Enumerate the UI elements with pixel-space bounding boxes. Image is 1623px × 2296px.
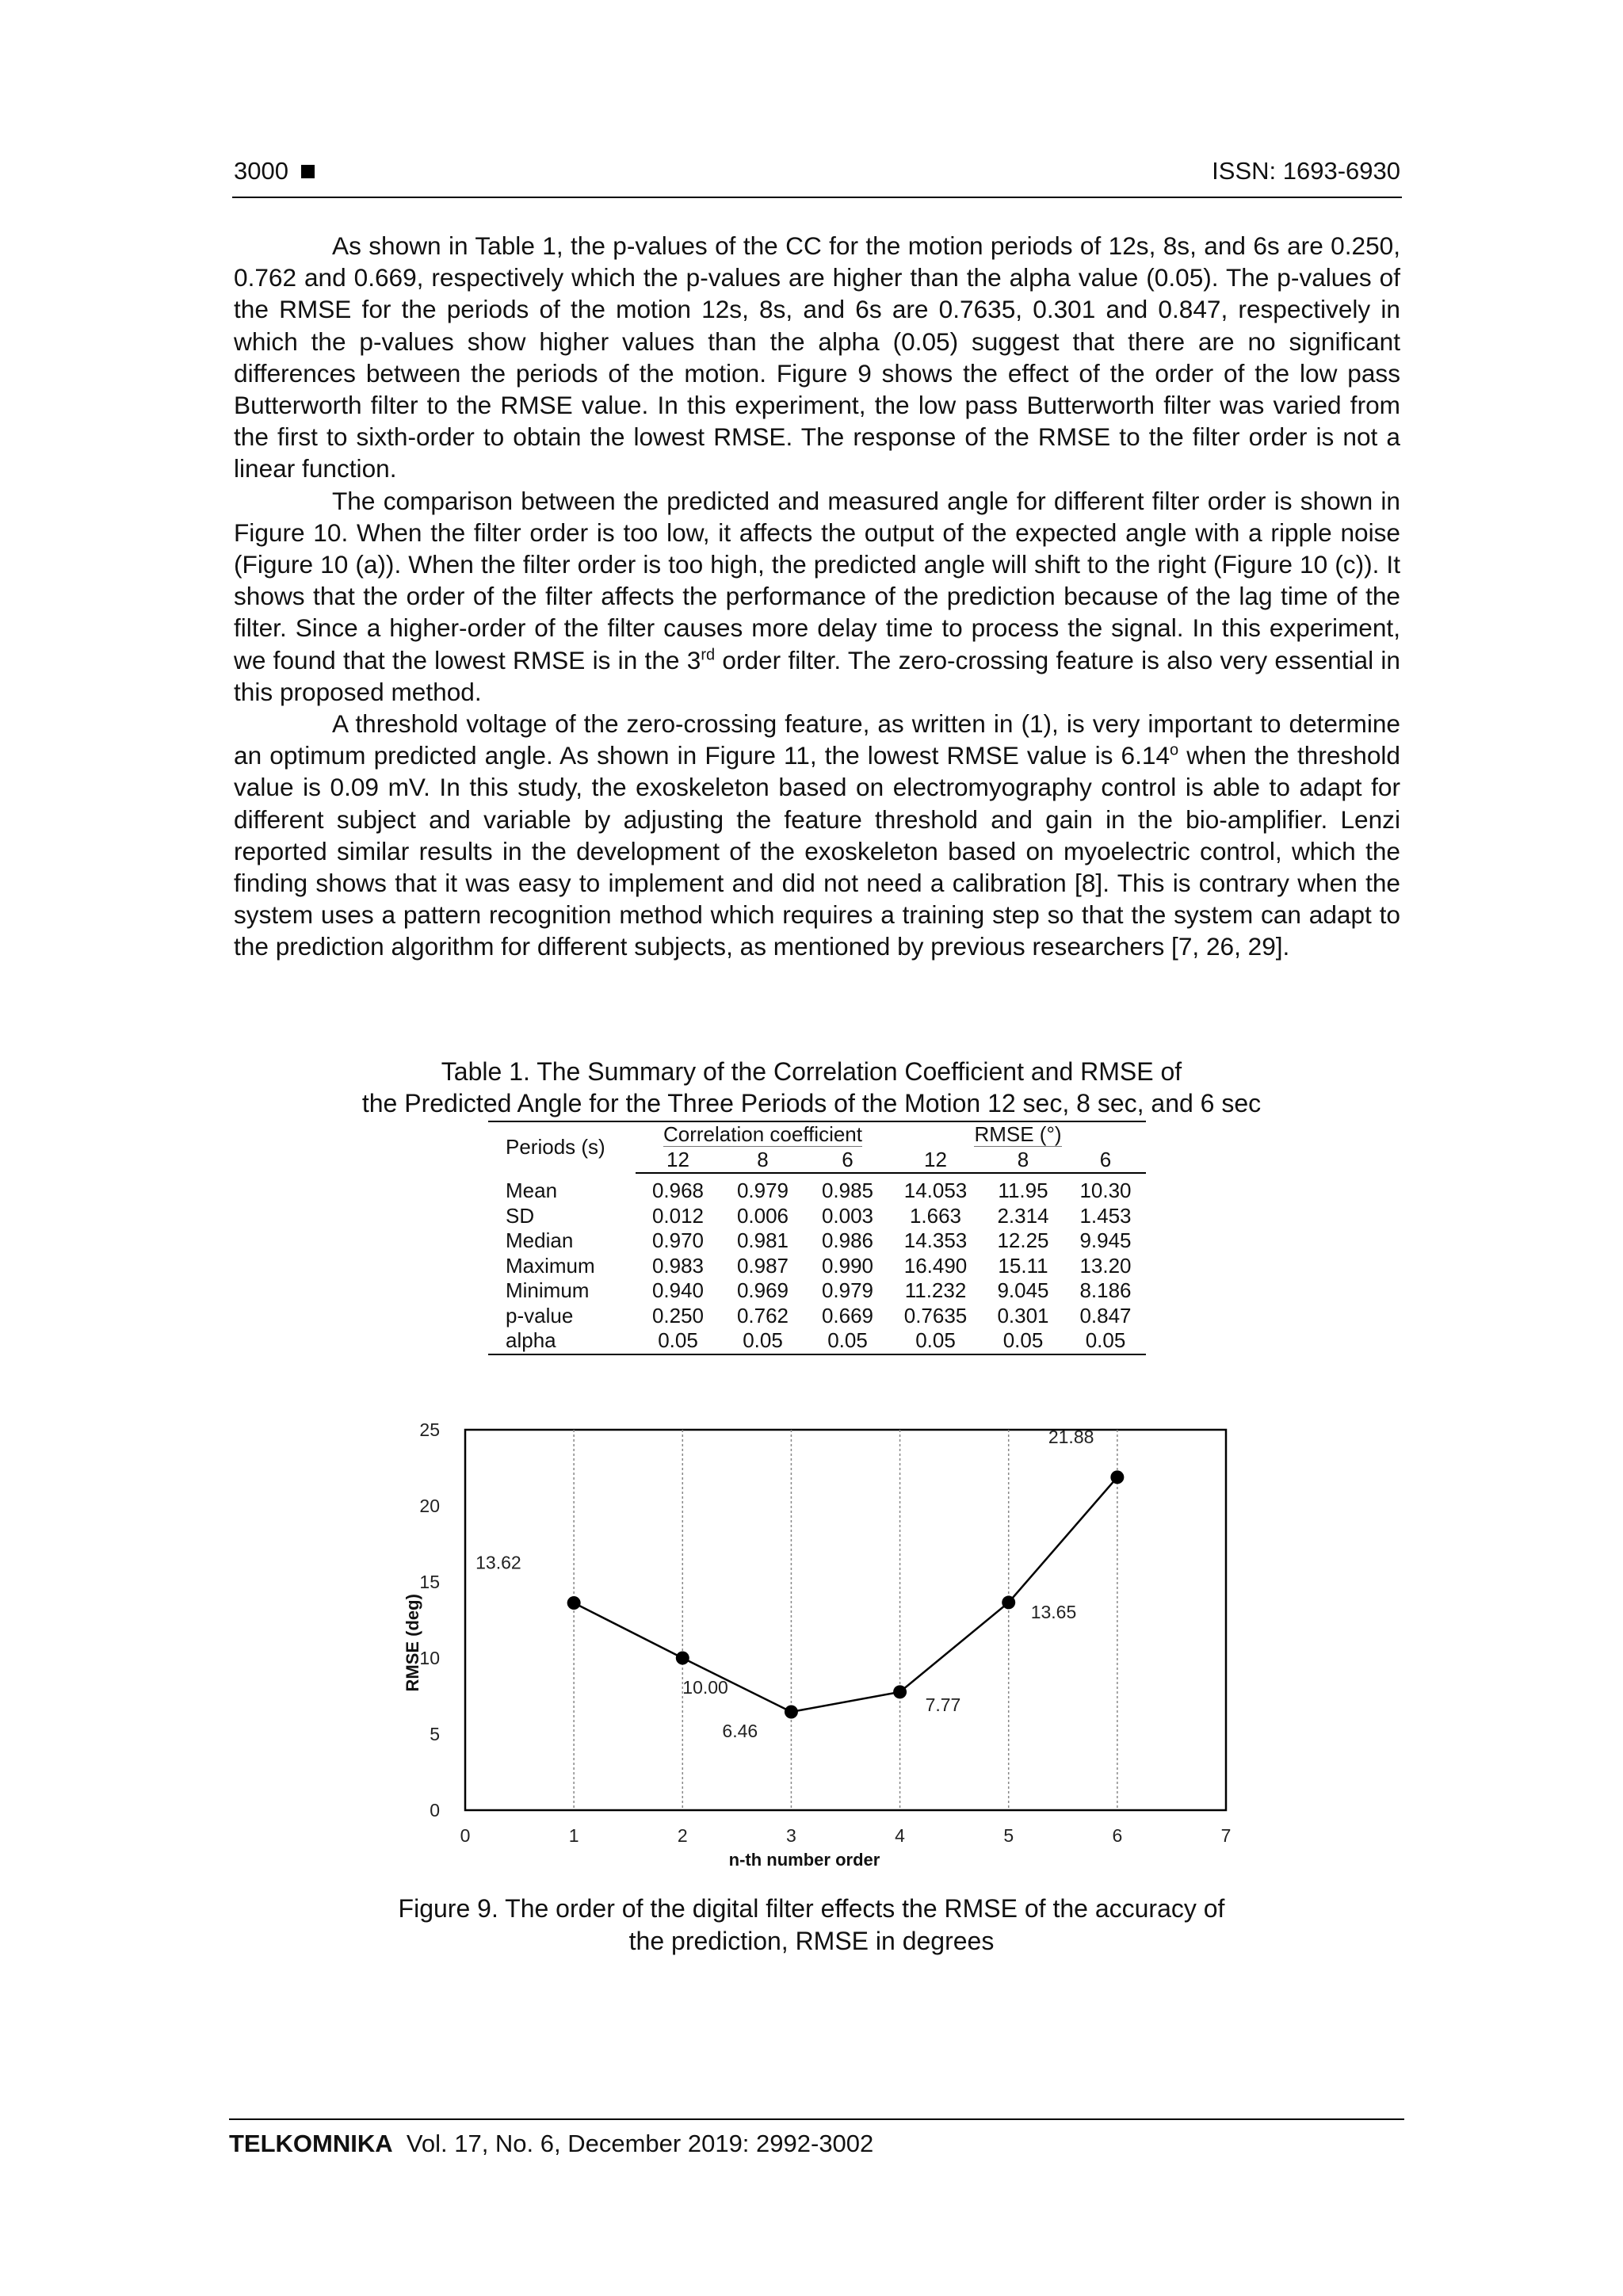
table-cell: 0.990 — [821, 1253, 874, 1278]
data-point — [1002, 1595, 1015, 1609]
data-label: 13.62 — [475, 1552, 521, 1573]
data-point — [1110, 1470, 1124, 1484]
series-line — [574, 1477, 1117, 1712]
row-label: Minimum — [506, 1278, 590, 1302]
table-cell: 0.979 — [821, 1278, 874, 1302]
table-cell: 1.663 — [909, 1203, 962, 1228]
table-cell: 14.353 — [903, 1228, 968, 1252]
table-cell: 0.05 — [890, 1328, 981, 1354]
table-cell: 0.968 — [651, 1179, 705, 1202]
table-cell: 0.012 — [651, 1203, 705, 1228]
table-cell: 15.11 — [998, 1253, 1048, 1278]
table-cell: 0.301 — [997, 1303, 1049, 1328]
y-tick-label: 5 — [430, 1724, 440, 1744]
y-tick-label: 15 — [419, 1572, 440, 1592]
table-cell: 0.250 — [651, 1303, 705, 1328]
sub-header: 8 — [981, 1148, 1065, 1174]
journal-name: TELKOMNIKA — [229, 2130, 393, 2157]
sub-header: 12 — [636, 1148, 720, 1174]
row-label: alpha — [488, 1328, 636, 1354]
table-cell: 0.05 — [981, 1328, 1065, 1354]
paragraph-1: As shown in Table 1, the p-values of the CC for the motion periods of 12s, 8s, and 6s are 0.250, 0.762 and 0.669, respectively which the p-values are higher than the alpha value (0.05). The p-values of the RMSE for the periods of the motion 12s, 8s, and 6s are 0.7635, 0.301 and 0.847, respectively in which the p-values show higher values than the alpha (0.05) suggest that there are no significant differences between the periods of the motion. Figure 9 shows the effect of the order of the low pass Butterworth filter to the RMSE value. In this experiment, the low pass Butterworth filter was varied from the first to sixth-order to obtain the lowest RMSE. The response of the RMSE to the filter order is not a linear function. — [234, 231, 1400, 483]
table-cell: 0.006 — [736, 1203, 789, 1228]
data-label: 7.77 — [925, 1694, 961, 1715]
journal-details: Vol. 17, No. 6, December 2019: 2992-3002 — [406, 2130, 874, 2157]
issn: ISSN: 1693-6930 — [1212, 157, 1400, 185]
y-axis-label: RMSE (deg) — [403, 1594, 422, 1692]
table-cell: 0.970 — [651, 1228, 705, 1252]
table-cell: 2.314 — [997, 1203, 1049, 1228]
table-cell: 0.986 — [821, 1228, 874, 1252]
x-tick-label: 5 — [1003, 1825, 1014, 1846]
y-tick-label: 20 — [419, 1496, 440, 1516]
table-cell: 11.95 — [998, 1179, 1048, 1202]
group-correlation: Correlation coefficient — [636, 1121, 890, 1148]
x-tick-label: 7 — [1220, 1825, 1232, 1846]
table-cell: 0.981 — [736, 1228, 789, 1252]
data-point — [785, 1705, 798, 1718]
table-cell: 16.490 — [903, 1253, 968, 1278]
table-caption: Table 1. The Summary of the Correlation Coefficient and RMSE of the Predicted Angle for the Three Periods of the Motion 12 sec, 8 sec, and 6 sec — [361, 1057, 1262, 1117]
table-cell: 0.969 — [736, 1278, 789, 1302]
x-tick-label: 6 — [1112, 1825, 1123, 1846]
row-label: p-value — [506, 1303, 574, 1328]
y-tick-label: 10 — [419, 1648, 440, 1668]
sub-header: 6 — [1065, 1148, 1146, 1174]
y-tick-label: 25 — [419, 1419, 440, 1440]
figure-caption: Figure 9. The order of the digital filter effects the RMSE of the accuracy of the prediction, RMSE in degrees — [398, 1894, 1225, 1955]
table-cell: 12.25 — [997, 1228, 1049, 1252]
sub-header: 6 — [805, 1148, 890, 1174]
table-cell: 9.945 — [1079, 1228, 1132, 1252]
row-label: Median — [506, 1228, 574, 1252]
table-cell: 0.003 — [821, 1203, 874, 1228]
table-cell: 13.20 — [1079, 1253, 1132, 1278]
data-label: 21.88 — [1048, 1426, 1094, 1447]
x-tick-label: 4 — [895, 1825, 905, 1846]
col-periods: Periods (s) — [488, 1121, 636, 1173]
table-cell: 0.762 — [736, 1303, 789, 1328]
x-tick-label: 1 — [568, 1825, 579, 1846]
group-rmse: RMSE (°) — [890, 1121, 1146, 1148]
data-label: 6.46 — [722, 1720, 758, 1741]
table-cell: 11.232 — [904, 1278, 967, 1302]
data-point — [893, 1685, 907, 1698]
page-footer — [229, 2118, 1404, 2158]
table-cell: 0.979 — [736, 1179, 789, 1202]
y-tick-label: 0 — [430, 1800, 440, 1820]
table-cell: 1.453 — [1079, 1203, 1132, 1228]
table-cell: 14.053 — [903, 1179, 968, 1202]
table-cell: 0.987 — [736, 1253, 789, 1278]
x-tick-label: 0 — [460, 1825, 471, 1846]
x-axis-label: n-th number order — [728, 1850, 880, 1870]
data-point — [567, 1596, 581, 1610]
table-cell: 0.983 — [651, 1253, 705, 1278]
table-cell: 0.669 — [821, 1303, 874, 1328]
data-point — [676, 1652, 689, 1665]
paragraph-2: The comparison between the predicted and measured angle for different filter order is shown in Figure 10. When the filter order is too low, it affects the output of the expected angle with a ripple noise (Figure 10 (a)). When the filter order is too high, the predicted angle will shift to the right (Figure 10 (c)). It shows that the order of the filter affects the performance of the prediction because of the lag time of the filter. Since a higher-order of the filter causes more delay time to process the signal. In this experiment, we found that the lowest RMSE is in the 3rd order filter. The zero-crossing feature is also very essential in this proposed method. — [234, 486, 1400, 706]
data-label: 10.00 — [682, 1677, 728, 1698]
table-cell: 0.940 — [651, 1278, 705, 1302]
row-label: Maximum — [506, 1253, 595, 1278]
x-tick-label: 3 — [786, 1825, 796, 1846]
row-label: Mean — [506, 1178, 558, 1202]
table-cell: 10.30 — [1079, 1179, 1132, 1202]
page-number: 3000 — [234, 157, 315, 185]
paragraph-3: A threshold voltage of the zero-crossing feature, as written in (1), is very important to determine an optimum predicted angle. As shown in Figure 11, the lowest RMSE value is 6.14$^o$ when the threshold value is 0.09 mV. In this study, the exoskeleton based on electromyography control is able to adapt for different subject and variable by adjusting the feature threshold and gain in the bio-amplifier. Lenzi reported similar results in the development of the exoskeleton based on myoelectric control, which the finding shows that it was easy to implement and did not need a calibration [8]. This is contrary when the system uses a pattern recognition method which requires a training step so that the system can adapt to the prediction algorithm for different subjects, as mentioned by previous researchers [7, 26, 29]. — [234, 709, 1400, 961]
table-cell: 0.05 — [636, 1328, 720, 1354]
table-cell: 0.985 — [821, 1179, 874, 1202]
row-label: SD — [506, 1203, 535, 1228]
plot-frame — [465, 1430, 1226, 1810]
table-cell: 0.847 — [1079, 1303, 1132, 1328]
data-label: 13.65 — [1030, 1601, 1077, 1622]
x-tick-label: 2 — [677, 1825, 688, 1846]
sub-header: 12 — [890, 1148, 981, 1174]
table-cell: 9.045 — [997, 1278, 1049, 1302]
table-cell: 0.7635 — [903, 1303, 968, 1328]
sub-header: 8 — [720, 1148, 805, 1174]
table-cell: 8.186 — [1079, 1278, 1132, 1302]
table-cell: 0.05 — [720, 1328, 805, 1354]
table-cell: 0.05 — [805, 1328, 890, 1354]
table-cell: 0.05 — [1065, 1328, 1146, 1354]
